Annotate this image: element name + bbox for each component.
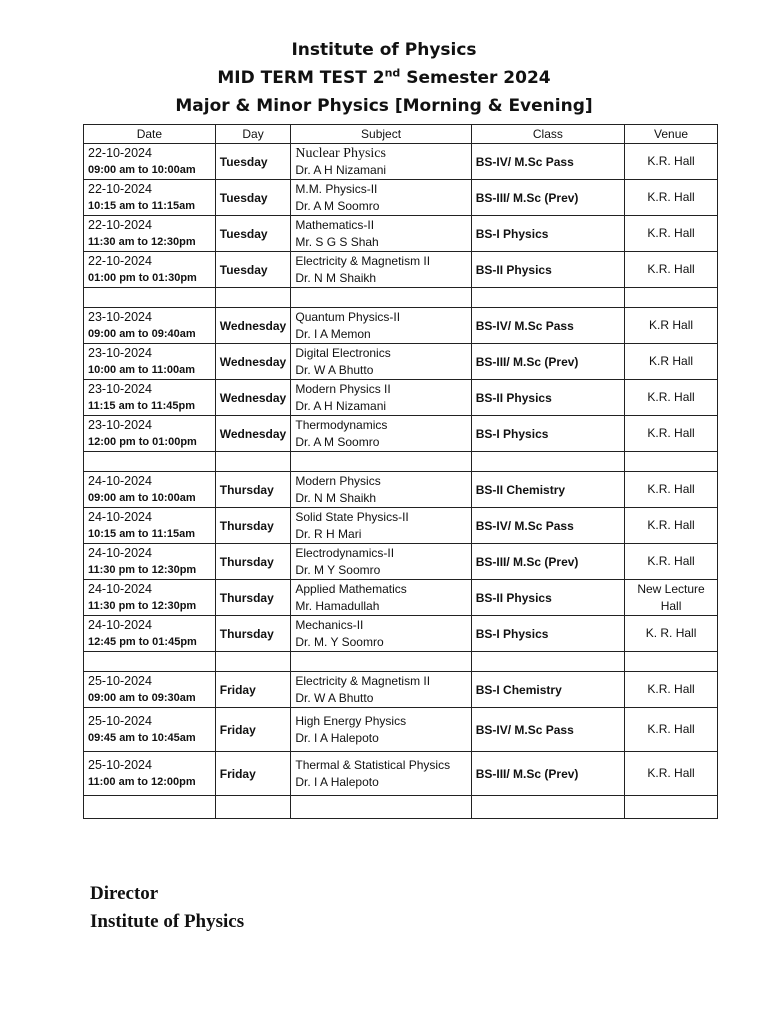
class-cell: BS-II Physics: [471, 380, 624, 416]
subject-name: Quantum Physics-II: [295, 309, 401, 324]
table-row: [84, 380, 718, 416]
subject-name: Digital Electronics: [295, 345, 391, 360]
date-cell: [84, 252, 216, 288]
header-day: Day: [215, 125, 291, 144]
class-cell: BS-I Physics: [471, 616, 624, 652]
table-row: [84, 180, 718, 216]
exam-date: 22-10-2024: [88, 182, 152, 196]
date-cell: [84, 180, 216, 216]
teacher-name: Dr. W A Bhutto: [295, 362, 374, 377]
subject-name: Electrodynamics-II: [295, 545, 395, 560]
class-cell: BS-IV/ M.Sc Pass: [471, 308, 624, 344]
venue-cell: K.R. Hall: [625, 144, 718, 180]
teacher-name: Dr. N M Shaikh: [295, 490, 377, 505]
venue-cell: K.R. Hall: [625, 380, 718, 416]
subject-cell: [291, 344, 471, 380]
exam-date: 24-10-2024: [88, 546, 152, 560]
spacer-row: [84, 652, 718, 672]
exam-time: 12:45 pm to 01:45pm: [88, 636, 197, 648]
date-cell: [84, 144, 216, 180]
header-class: Class: [471, 125, 624, 144]
subject-name: Applied Mathematics: [295, 581, 407, 596]
institute-title: Institute of Physics: [291, 40, 477, 60]
teacher-name: Dr. A H Nizamani: [295, 398, 387, 413]
date-cell: [84, 380, 216, 416]
subject-name: Mathematics-II: [295, 217, 375, 232]
subject-cell: [291, 472, 471, 508]
table-row: [84, 252, 718, 288]
subject-name: Solid State Physics-II: [295, 509, 409, 524]
day-cell: Wednesday: [215, 380, 291, 416]
day-cell: Wednesday: [215, 308, 291, 344]
day-cell: Wednesday: [215, 344, 291, 380]
class-cell: BS-II Chemistry: [471, 472, 624, 508]
venue-cell: K.R. Hall: [625, 672, 718, 708]
subject-name: Electricity & Magnetism II: [295, 673, 431, 688]
exam-time: 09:00 am to 10:00am: [88, 492, 196, 504]
date-cell: [84, 580, 216, 616]
exam-time: 09:45 am to 10:45am: [88, 732, 196, 744]
exam-date: 22-10-2024: [88, 218, 152, 232]
venue-cell: K.R. Hall: [625, 180, 718, 216]
semester-text: Semester 2024: [400, 68, 551, 88]
day-cell: Wednesday: [215, 416, 291, 452]
spacer-row: [84, 288, 718, 308]
table-row: [84, 580, 718, 616]
header-subject: Subject: [291, 125, 471, 144]
exam-time: 11:30 pm to 12:30pm: [88, 564, 197, 576]
date-cell: [84, 544, 216, 580]
teacher-name: Dr. I A Halepoto: [295, 774, 379, 789]
subject-cell: [291, 616, 471, 652]
subject-name: M.M. Physics-II: [295, 181, 378, 196]
date-cell: [84, 672, 216, 708]
subject-name: Modern Physics: [295, 473, 381, 488]
date-cell: [84, 416, 216, 452]
signature-block: [90, 880, 244, 936]
test-title: [0, 64, 768, 92]
teacher-name: Dr. I A Memon: [295, 326, 371, 341]
class-cell: BS-III/ M.Sc (Prev): [471, 344, 624, 380]
table-row: [84, 472, 718, 508]
signatory-title: Director: [90, 883, 159, 904]
subject-cell: [291, 216, 471, 252]
teacher-name: Dr. R H Mari: [295, 526, 362, 541]
day-cell: Tuesday: [215, 144, 291, 180]
table-row: [84, 752, 718, 796]
date-cell: [84, 752, 216, 796]
exam-date: 24-10-2024: [88, 582, 152, 596]
table-row: [84, 344, 718, 380]
table-row: [84, 508, 718, 544]
subject-name: Mechanics-II: [295, 617, 364, 632]
subject-name: High Energy Physics: [295, 713, 407, 728]
subject-name: Thermodynamics: [295, 417, 388, 432]
exam-time: 01:00 pm to 01:30pm: [88, 272, 197, 284]
exam-time: 11:15 am to 11:45pm: [88, 400, 196, 412]
exam-time: 10:15 am to 11:15am: [88, 528, 196, 540]
class-cell: BS-II Physics: [471, 252, 624, 288]
spacer-row: [84, 452, 718, 472]
header-date: Date: [84, 125, 216, 144]
subject-cell: [291, 672, 471, 708]
subject-name: Modern Physics II: [295, 381, 391, 396]
subject-cell: [291, 380, 471, 416]
exam-date: 22-10-2024: [88, 146, 152, 160]
exam-time: 11:30 am to 12:30pm: [88, 236, 196, 248]
venue-cell: New Lecture Hall: [625, 580, 718, 616]
schedule-table: [83, 124, 718, 819]
exam-date: 24-10-2024: [88, 510, 152, 524]
teacher-name: Dr. N M Shaikh: [295, 270, 377, 285]
class-cell: BS-I Physics: [471, 216, 624, 252]
exam-date: 23-10-2024: [88, 418, 152, 432]
date-cell: [84, 508, 216, 544]
exam-date: 25-10-2024: [88, 674, 152, 688]
exam-time: 12:00 pm to 01:00pm: [88, 436, 197, 448]
teacher-name: Dr. A H Nizamani: [295, 162, 387, 177]
subject-cell: [291, 180, 471, 216]
exam-date: 23-10-2024: [88, 310, 152, 324]
test-title-text: MID TERM TEST 2: [217, 68, 385, 88]
header-venue: Venue: [625, 125, 718, 144]
venue-cell: K. R. Hall: [625, 616, 718, 652]
exam-date: 25-10-2024: [88, 714, 152, 728]
class-cell: BS-I Physics: [471, 416, 624, 452]
subject-cell: [291, 544, 471, 580]
teacher-name: Dr. M Y Soomro: [295, 562, 381, 577]
day-cell: Friday: [215, 672, 291, 708]
subject-cell: [291, 252, 471, 288]
class-cell: BS-IV/ M.Sc Pass: [471, 508, 624, 544]
day-cell: Thursday: [215, 544, 291, 580]
class-cell: BS-II Physics: [471, 580, 624, 616]
venue-cell: K.R. Hall: [625, 472, 718, 508]
day-cell: Friday: [215, 752, 291, 796]
teacher-name: Mr. Hamadullah: [295, 598, 380, 613]
venue-cell: K.R. Hall: [625, 544, 718, 580]
subject-cell: [291, 580, 471, 616]
exam-date: 22-10-2024: [88, 254, 152, 268]
class-cell: BS-I Chemistry: [471, 672, 624, 708]
teacher-name: Dr. I A Halepoto: [295, 730, 379, 745]
subject-cell: [291, 708, 471, 752]
exam-time: 10:15 am to 11:15am: [88, 200, 196, 212]
teacher-name: Dr. M. Y Soomro: [295, 634, 384, 649]
class-cell: BS-III/ M.Sc (Prev): [471, 752, 624, 796]
exam-date: 25-10-2024: [88, 758, 152, 772]
exam-date: 24-10-2024: [88, 618, 152, 632]
spacer-row: [84, 796, 718, 819]
day-cell: Tuesday: [215, 216, 291, 252]
class-cell: BS-IV/ M.Sc Pass: [471, 708, 624, 752]
exam-time: 09:00 am to 09:30am: [88, 692, 196, 704]
table-row: [84, 708, 718, 752]
date-cell: [84, 616, 216, 652]
date-cell: [84, 344, 216, 380]
class-cell: BS-III/ M.Sc (Prev): [471, 180, 624, 216]
table-row: [84, 544, 718, 580]
day-cell: Thursday: [215, 508, 291, 544]
program-title: Major & Minor Physics [Morning & Evening]: [175, 96, 593, 116]
venue-cell: K.R. Hall: [625, 508, 718, 544]
venue-cell: K.R Hall: [625, 308, 718, 344]
table-row: [84, 216, 718, 252]
venue-cell: K.R. Hall: [625, 752, 718, 796]
venue-cell: K.R. Hall: [625, 416, 718, 452]
table-row: [84, 616, 718, 652]
day-cell: Tuesday: [215, 252, 291, 288]
table-row: [84, 144, 718, 180]
day-cell: Friday: [215, 708, 291, 752]
subject-cell: [291, 144, 471, 180]
subject-name: Thermal & Statistical Physics: [295, 757, 451, 772]
class-cell: BS-IV/ M.Sc Pass: [471, 144, 624, 180]
teacher-name: Dr. W A Bhutto: [295, 690, 374, 705]
teacher-name: Dr. A M Soomro: [295, 434, 380, 449]
teacher-name: Mr. S G S Shah: [295, 234, 379, 249]
table-row: [84, 308, 718, 344]
exam-date: 23-10-2024: [88, 346, 152, 360]
day-cell: Thursday: [215, 472, 291, 508]
table-row: [84, 416, 718, 452]
table-header-row: [84, 125, 718, 144]
exam-time: 09:00 am to 09:40am: [88, 328, 196, 340]
exam-date: 23-10-2024: [88, 382, 152, 396]
subject-name: Electricity & Magnetism II: [295, 253, 431, 268]
subject-cell: [291, 416, 471, 452]
venue-cell: K.R. Hall: [625, 252, 718, 288]
exam-time: 11:30 pm to 12:30pm: [88, 600, 197, 612]
day-cell: Thursday: [215, 616, 291, 652]
venue-cell: K.R. Hall: [625, 216, 718, 252]
venue-cell: K.R Hall: [625, 344, 718, 380]
subject-cell: [291, 308, 471, 344]
date-cell: [84, 472, 216, 508]
day-cell: Thursday: [215, 580, 291, 616]
ordinal-suffix: nd: [384, 66, 401, 80]
day-cell: Tuesday: [215, 180, 291, 216]
exam-time: 10:00 am to 11:00am: [88, 364, 196, 376]
subject-cell: [291, 508, 471, 544]
signatory-org: Institute of Physics: [90, 911, 245, 932]
venue-cell: K.R. Hall: [625, 708, 718, 752]
exam-date: 24-10-2024: [88, 474, 152, 488]
exam-time: 09:00 am to 10:00am: [88, 164, 196, 176]
subject-name: Nuclear Physics: [295, 145, 386, 161]
table-row: [84, 672, 718, 708]
document-header: [0, 36, 768, 120]
date-cell: [84, 308, 216, 344]
subject-cell: [291, 752, 471, 796]
exam-time: 11:00 am to 12:00pm: [88, 776, 196, 788]
date-cell: [84, 708, 216, 752]
teacher-name: Dr. A M Soomro: [295, 198, 380, 213]
date-cell: [84, 216, 216, 252]
class-cell: BS-III/ M.Sc (Prev): [471, 544, 624, 580]
